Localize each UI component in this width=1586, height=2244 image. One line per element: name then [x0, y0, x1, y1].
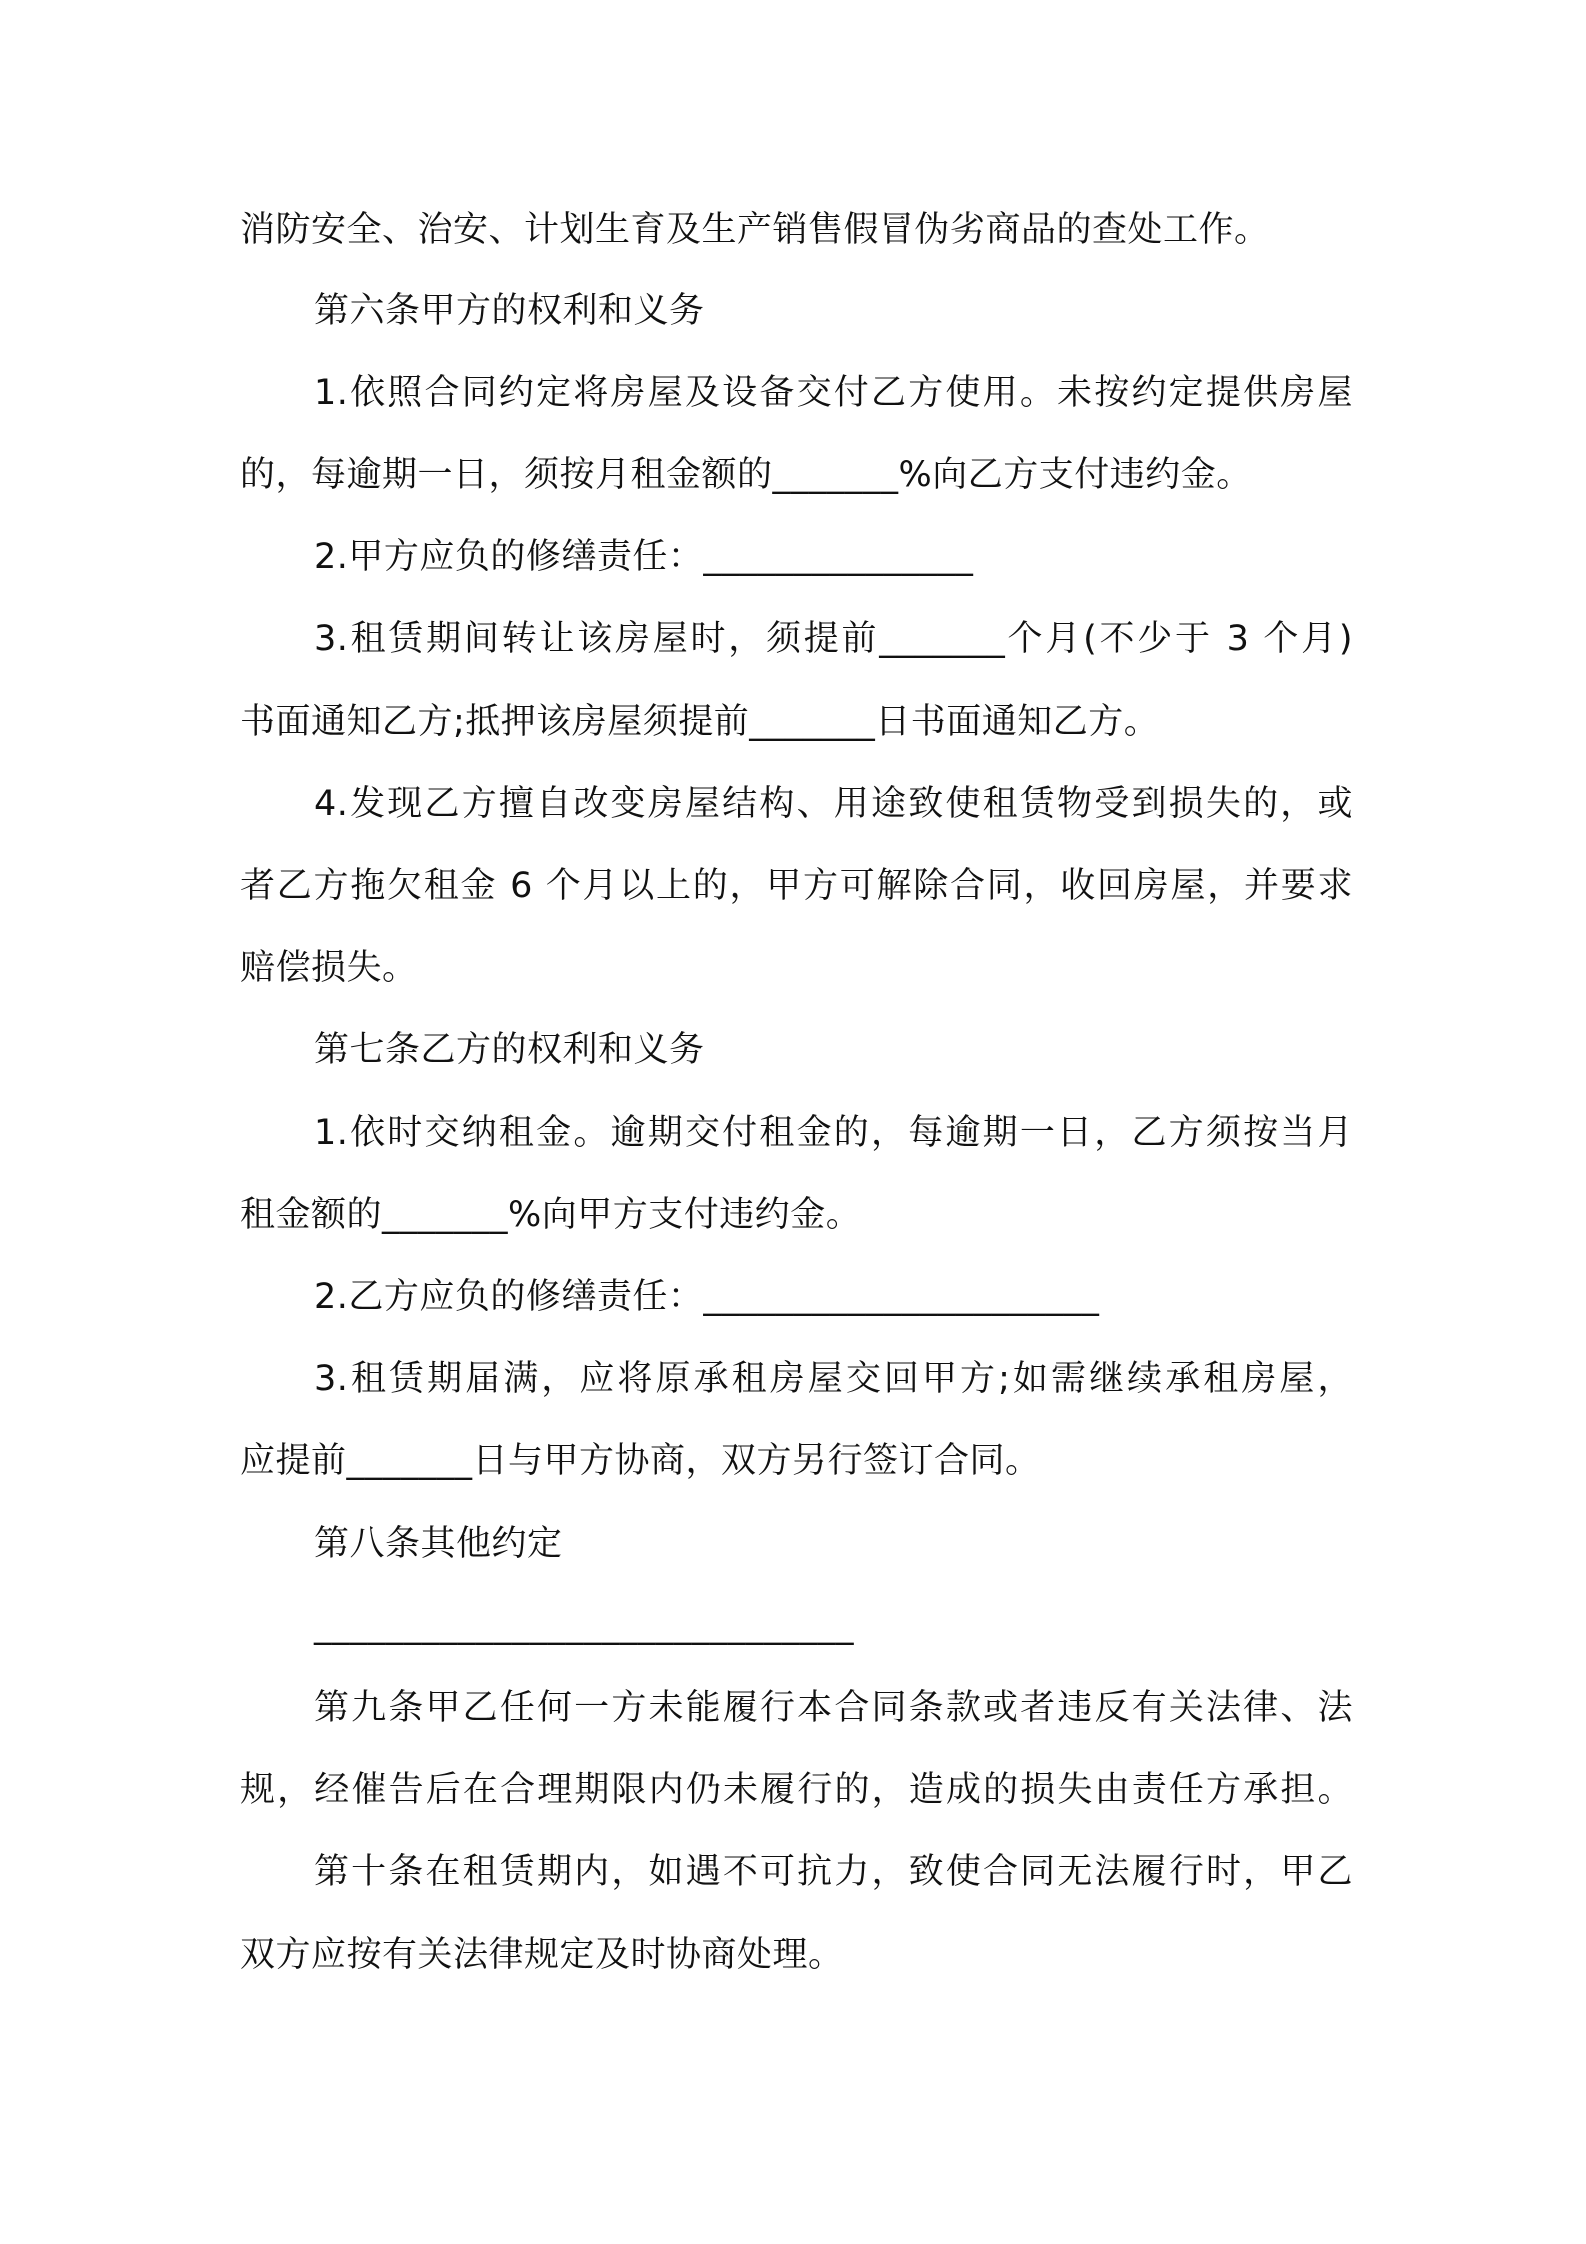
article-7-heading: 第七条乙方的权利和义务 — [314, 1030, 705, 1070]
article-6-item-3-line-1: 3.租赁期间转让该房屋时，须提前_______个月(不少于 3 个月) — [314, 619, 1353, 659]
article-6-item-3-line-2: 书面通知乙方;抵押该房屋须提前_______日书面通知乙方。 — [240, 702, 1160, 742]
article-8-heading: 第八条其他约定 — [314, 1524, 563, 1564]
article-6-item-2: 2.甲方应负的修缮责任：_______________ — [314, 537, 974, 577]
article-10-line-2: 双方应按有关法律规定及时协商处理。 — [240, 1935, 844, 1975]
article-9-line-1: 第九条甲乙任何一方未能履行本合同条款或者违反有关法律、法 — [314, 1688, 1353, 1728]
article-6-item-1-line-2: 的，每逾期一日，须按月租金额的_______%向乙方支付违约金。 — [240, 455, 1252, 495]
article-7-item-3-line-1: 3.租赁期届满，应将原承租房屋交回甲方;如需继续承租房屋， — [314, 1359, 1353, 1399]
article-7-item-1-line-2: 租金额的_______%向甲方支付违约金。 — [240, 1195, 862, 1235]
article-6-item-4-line-1: 4.发现乙方擅自改变房屋结构、用途致使租赁物受到损失的，或 — [314, 784, 1353, 824]
article-10-line-1: 第十条在租赁期内，如遇不可抗力，致使合同无法履行时，甲乙 — [314, 1852, 1353, 1892]
article-9-line-2: 规，经催告后在合理期限内仍未履行的，造成的损失由责任方承担。 — [240, 1770, 1353, 1810]
article-6-item-4-line-2: 者乙方拖欠租金 6 个月以上的，甲方可解除合同，收回房屋，并要求 — [240, 866, 1353, 906]
clause-5-continuation: 消防安全、治安、计划生育及生产销售假冒伪劣商品的查处工作。 — [240, 210, 1270, 250]
article-7-item-1-line-1: 1.依时交纳租金。逾期交付租金的，每逾期一日，乙方须按当月 — [314, 1113, 1353, 1153]
article-6-item-1-line-1: 1.依照合同约定将房屋及设备交付乙方使用。未按约定提供房屋 — [314, 373, 1353, 413]
article-6-item-4-line-3: 赔偿损失。 — [240, 948, 418, 988]
article-6-heading: 第六条甲方的权利和义务 — [314, 291, 705, 331]
article-8-blank-line: ______________________________ — [314, 1606, 854, 1646]
article-7-item-2: 2.乙方应负的修缮责任：______________________ — [314, 1277, 1100, 1317]
article-7-item-3-line-2: 应提前_______日与甲方协商，双方另行签订合同。 — [240, 1441, 1041, 1481]
